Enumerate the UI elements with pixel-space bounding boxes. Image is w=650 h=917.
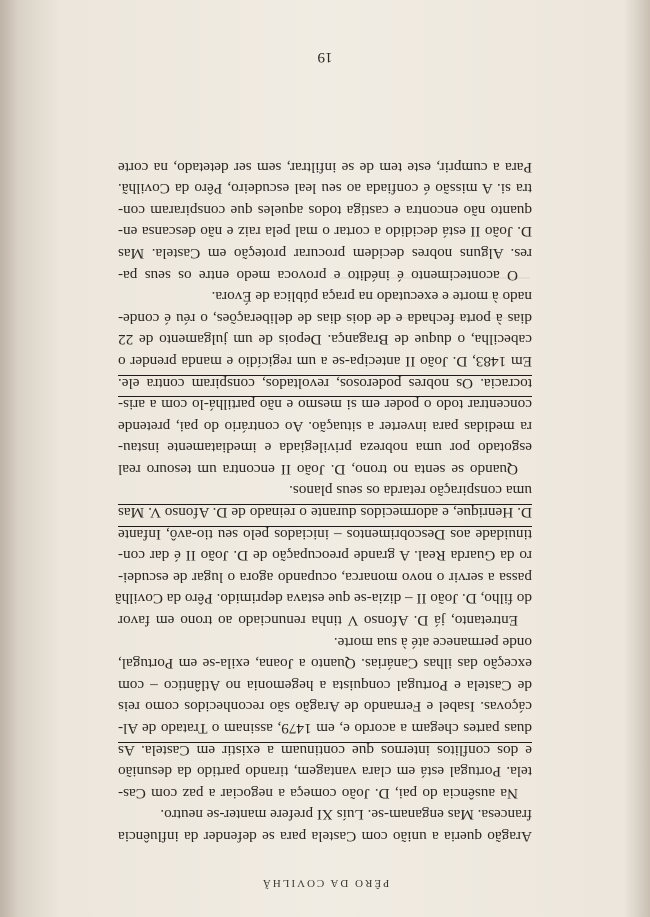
text-line: uma conspiração retarda os seus planos.: [289, 482, 532, 500]
text-line: nado à morte e executado na praça pública de Évora.: [211, 288, 532, 306]
text-line: ro da Guarda Real. A grande preocupação de D. João II é dar con-: [118, 547, 532, 565]
page-number: 19: [317, 49, 333, 65]
text-line: quanto não encontra e castiga todos aqueles que conspiraram con-: [118, 201, 532, 219]
text-line: dias à porta fechada e de dois dias de deliberações, o réu é conde-: [118, 309, 532, 327]
text-line: e dos conflitos internos que continuam a existir em Castela. As: [118, 741, 532, 759]
text-line: tocracia. Os nobres poderosos, revoltados, conspiram contra ele.: [118, 374, 532, 392]
running-head: PÊRO DA COVILHÃ: [260, 877, 390, 889]
text-line: concentrar todo o poder em si mesmo e não partilhá-lo com a aris-: [118, 396, 532, 414]
text-line: de Castela e Portugal conquista a hegemonia no Atlântico – com: [118, 676, 532, 694]
text-line: do filho, D. João II – dizia-se que estava deprimido. Pêro da Covilhã: [114, 590, 532, 608]
text-line: tinuidade aos Descobrimentos – iniciados pelo seu tio-avô, Infante: [118, 525, 532, 543]
text-line: Quando se senta no trono, D. João II encontra um tesouro real: [118, 460, 518, 478]
text-line: D. João II está decidido a cortar o mal pela raiz e não descansa en-: [118, 223, 532, 241]
text-line: res. Alguns nobres decidem procurar proteção em Castela. Mas: [118, 244, 532, 262]
text-line: ra medidas para inverter a situação. Ao contrário do pai, pretende: [118, 417, 532, 435]
text-line: passa a servir o novo monarca, ocupando agora o lugar de escudei-: [118, 568, 532, 586]
text-line: francesa. Mas enganam-se. Luís XI prefere manter-se neutro.: [160, 806, 532, 824]
body-text: [114, 156, 532, 847]
text-line: O acontecimento é inédito e provoca medo entre os seus pa-: [118, 266, 518, 284]
text-line: duas partes chegam a acordo e, em 1479, assinam o Tratado de Al-: [118, 720, 532, 738]
text-line: Na ausência do pai, D. João começa a negociar a paz com Cas-: [118, 784, 518, 802]
text-line: cabecilha, o duque de Bragança. Depois de um julgamento de 22: [118, 331, 532, 349]
text-line: cáçovas. Isabel e Fernando de Aragão são reconhecidos como reis: [118, 698, 532, 716]
text-line: onde permanece até à sua morte.: [333, 633, 532, 651]
text-line: Em 1483, D. João II antecipa-se a um regicídio e manda prender o: [118, 352, 532, 370]
text-line: Entretanto, já D. Afonso V tinha renunciado ao trono em favor: [118, 612, 518, 630]
text-line: esgotado por uma nobreza privilegiada e imediatamente instau-: [118, 439, 532, 457]
text-line: exceção das ilhas Canárias. Quanto a Joana, exila-se em Portugal,: [118, 655, 532, 673]
text-line: tra si. A missão é confiada ao seu leal escudeiro, Pêro da Covilhã.: [118, 180, 532, 198]
text-line: Para a cumprir, este tem de se infiltrar, sem ser detetado, na corte: [118, 158, 532, 176]
text-line: Aragão queria a união com Castela para se defender da influência: [118, 828, 532, 845]
text-line: tela. Portugal está em clara vantagem, tirando partido da desunião: [118, 763, 532, 781]
text-line: D. Henrique, e adormecidos durante o reinado de D. Afonso V. Mas: [118, 504, 532, 522]
